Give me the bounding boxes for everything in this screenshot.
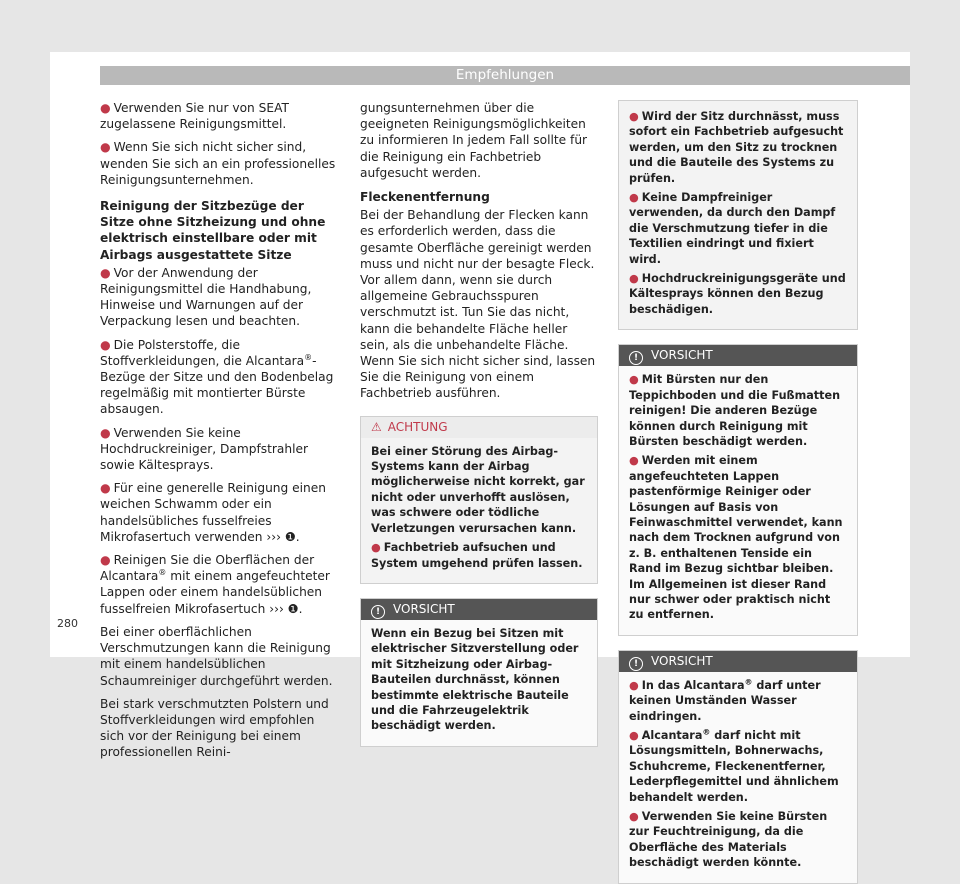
- list-item: ● Für eine generelle Reinigung einen weichen Schwamm oder ein handelsübliches fusselfreies Mikrofasertuch verwenden ››› ❶.: [100, 481, 326, 544]
- list-item: ● Verwenden Sie nur von SEAT zugelassene Reinigungsmittel.: [100, 101, 289, 132]
- caution-text: Wenn ein Bezug bei Sitzen mit elektrischer Sitzverstellung oder mit Sitzheizung oder Airbag-Bauteilen durchnässt, können bestimmte elektrische Bauteile und die Fahrzeugelektrik beschädigt werden.: [371, 626, 579, 733]
- list-item: ● Werden mit einem angefeuchteten Lappen pastenförmige Reiniger oder Lösungen auf Basis von Feinwaschmittel verwendet, kann nach dem Trocknen aufgrund von z. B. enthaltenen Tenside ein Rand im Bezug sichtbar bleiben. Im Allgemeinen ist dieser Rand nur schwer oder praktisch nicht zu entfernen.: [629, 454, 843, 622]
- paragraph: gungsunternehmen über die geeigneten Reinigungsmöglichkeiten zu informieren In jedem Fall sollte für die Reinigung ein Fachbetrieb aufgesucht werden.: [360, 101, 588, 180]
- warning-header: ⚠ ACHTUNG: [361, 417, 597, 438]
- list-item: ● Keine Dampfreiniger verwenden, da durch den Dampf die Verschmutzung tiefer in die Textilien eindringt und fixiert wird.: [629, 191, 836, 266]
- list-item: ● Verwenden Sie keine Hochdruckreiniger, Dampfstrahler sowie Kältesprays.: [100, 425, 308, 473]
- column-2: [360, 100, 598, 747]
- subheading: Fleckenentfernung: [360, 190, 490, 205]
- info-icon: !: [371, 605, 385, 619]
- caution-box: [360, 598, 598, 747]
- subheading: Reinigung der Sitzbezüge der Sitze ohne Sitzheizung und ohne elektrisch einstellbare oder mit Airbags ausgestattete Sitze: [100, 199, 326, 262]
- list-item: ● Alcantara® darf nicht mit Lösungsmitteln, Bohnerwachs, Schuhcreme, Fleckenentferner, Lederpflegemittel und ähnlichem behandelt werden.: [629, 727, 839, 804]
- list-item: ● Mit Bürsten nur den Teppichboden und die Fußmatten reinigen! Die anderen Bezüge können durch Reinigung mit Bürsten beschädigt werden.: [629, 373, 841, 448]
- manual-page: [50, 52, 910, 870]
- list-item: ● Verwenden Sie keine Bürsten zur Feuchtreinigung, da die Oberfläche des Materials beschädigt werden könnte.: [629, 810, 828, 870]
- list-item: ● Reinigen Sie die Oberflächen der Alcantara® mit einem angefeuchteter Lappen oder einem handelsüblichen fusselfreien Mikrofasertuch ››› ❶.: [100, 553, 330, 616]
- paragraph: Bei der Behandlung der Flecken kann es erforderlich werden, dass die gesamte Oberfläche gereinigt werden muss und nicht nur der besagte Fleck. Vor allem dann, wenn sie durch allgemeine Gebrauchsspuren verschmutzt ist. Tun Sie das nicht, kann die behandelte Fläche heller sein, als die unbehandelte Fläche. Wenn Sie sich nicht sicher sind, lassen Sie die Reinigung von einem Fachbetrieb ausführen.: [360, 208, 596, 401]
- warning-icon: ⚠: [371, 419, 382, 434]
- list-item: ● Vor der Anwendung der Reinigungsmittel die Handhabung, Hinweise und Warnungen auf der Verpackung lesen und beachten.: [100, 265, 312, 329]
- column-1: [100, 100, 338, 768]
- list-item: ● Wird der Sitz durchnässt, muss sofort ein Fachbetrieb aufgesucht werden, um den Sitz zu trocknen und die Bauteile des Systems zu prüfen.: [629, 110, 844, 185]
- caution-header: ! VORSICHT: [619, 345, 857, 366]
- warning-box-continued: [618, 100, 858, 330]
- list-item: ● In das Alcantara® darf unter keinen Umständen Wasser eindringen.: [629, 677, 821, 723]
- list-item: ● Wenn Sie sich nicht sicher sind, wenden Sie sich an ein professionelles Reinigungsunternehmen.: [100, 140, 336, 187]
- list-item: ● Fachbetrieb aufsuchen und System umgehend prüfen lassen.: [371, 541, 583, 570]
- caution-header: ! VORSICHT: [619, 651, 857, 672]
- info-icon: !: [629, 657, 643, 671]
- page-number: 280: [57, 617, 78, 630]
- warning-text: Bei einer Störung des Airbag-Systems kann der Airbag möglicherweise nicht korrekt, gar nicht oder unverhofft auslösen, was schwere oder tödliche Verletzungen verursachen kann.: [371, 444, 585, 535]
- caution-box: [618, 650, 858, 884]
- paragraph: Bei einer oberflächlichen Verschmutzungen kann die Reinigung mit einem handelsüblichen Schaumreiniger durchgeführt werden.: [100, 624, 333, 688]
- list-item: ● Die Polsterstoffe, die Stoffverkleidungen, die Alcantara®-Bezüge der Sitze und den Bodenbelag regelmäßig mit montierter Bürste absaugen.: [100, 337, 334, 417]
- paragraph: Bei stark verschmutzten Polstern und Stoffverkleidungen wird empfohlen sich vor der Reinigung bei einem professionellen Reini-: [100, 696, 329, 760]
- caution-box: [618, 344, 858, 636]
- info-icon: !: [629, 351, 643, 365]
- caution-header: ! VORSICHT: [361, 599, 597, 620]
- warning-box: [360, 416, 598, 584]
- section-header: Empfehlungen: [100, 66, 910, 85]
- list-item: ● Hochdruckreinigungsgeräte und Kältesprays können den Bezug beschädigen.: [629, 272, 846, 316]
- column-3: [618, 100, 858, 884]
